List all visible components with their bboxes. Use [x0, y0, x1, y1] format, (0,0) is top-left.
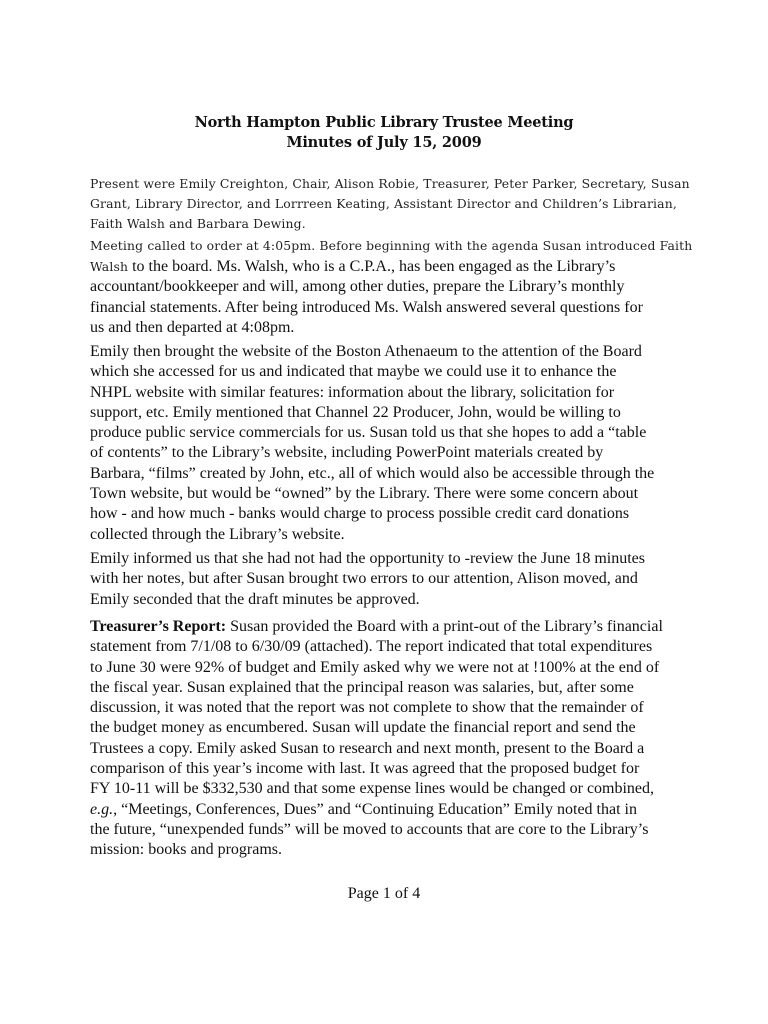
text-line: the fiscal year. Susan explained that the principal reason was salaries, but, after some [90, 678, 634, 696]
text-line: financial statements. After being introduced Ms. Walsh answered several questions for [90, 298, 643, 316]
text-line: the budget money as encumbered. Susan will update the financial report and send the [90, 719, 636, 737]
text-line: how - and how much - banks would charge to process possible credit card donations [90, 505, 630, 523]
section-heading: Treasurer’s Report: [90, 618, 227, 635]
text-line: mission: books and programs. [90, 841, 282, 859]
text-run: e.g. [90, 800, 114, 818]
attendees-paragraph [90, 174, 690, 234]
minutes-approval-paragraph [90, 549, 690, 610]
text-line: us and then departed at 4:08pm. [90, 318, 295, 336]
text-line: Emily then brought the website of the Boston Athenaeum to the attention of the Board [90, 343, 642, 360]
treasurers-report-paragraph [90, 617, 690, 861]
text-line: the future, “unexpended funds” will be moved to accounts that are core to the Library’s [90, 820, 649, 838]
text-run: Susan provided the Board with a print-out of the Library’s financial [226, 618, 663, 635]
text-line [90, 800, 690, 820]
text-line: of contents” to the Library’s website, including PowerPoint materials created by [90, 444, 604, 462]
website-discussion-paragraph [90, 342, 690, 545]
text-line: Grant, Library Director, and Lorrreen Keating, Assistant Director and Children’s Librarian, [90, 196, 677, 211]
text-line: Meeting called to order at 4:05pm. Before beginning with the agenda Susan introduced Faith [90, 238, 693, 253]
text-run: Walsh [90, 259, 129, 274]
text-line: Town website, but would be “owned” by the Library. There were some concern about [90, 485, 639, 503]
text-line: to June 30 were 92% of budget and Emily asked why we were not at !100% at the end of [90, 658, 660, 676]
text-run: to the board. Ms. Walsh, who is a C.P.A., has been engaged as the Library’s [128, 258, 616, 275]
text-line: Emily seconded that the draft minutes be approved. [90, 590, 420, 608]
text-line: Barbara, “films” created by John, etc., all of which would also be accessible through the [90, 464, 655, 482]
call-to-order-paragraph [90, 235, 693, 338]
page-number: Page 1 of 4 [347, 885, 421, 902]
text-line: with her notes, but after Susan brought two errors to our attention, Alison moved, and [90, 570, 638, 588]
text-line [90, 257, 690, 277]
text-line: FY 10-11 will be $332,530 and that some expense lines would be changed or combined, [90, 780, 655, 798]
text-line: accountant/bookkeeper and will, among other duties, prepare the Library’s monthly [90, 278, 625, 296]
document-title: North Hampton Public Library Trustee Meeting [194, 114, 574, 131]
text-line: collected through the Library’s website. [90, 525, 345, 543]
text-line: Faith Walsh and Barbara Dewing. [90, 216, 306, 231]
text-line [90, 617, 690, 637]
text-line: produce public service commercials for us. Susan told us that she hopes to add a “table [90, 424, 647, 442]
text-run: , “Meetings, Conferences, Dues” and “Continuing Education” Emily noted that in [113, 800, 637, 818]
text-line: Trustees a copy. Emily asked Susan to research and next month, present to the Board a [90, 739, 645, 757]
document-subtitle: Minutes of July 15, 2009 [286, 134, 482, 151]
text-line: support, etc. Emily mentioned that Channel 22 Producer, John, would be willing to [90, 403, 621, 421]
text-line: discussion, it was noted that the report was not complete to show that the remainder of [90, 699, 644, 717]
text-line: Emily informed us that she had not had the opportunity to -review the June 18 minutes [90, 550, 646, 567]
text-line: Present were Emily Creighton, Chair, Alison Robie, Treasurer, Peter Parker, Secretary, Susan [90, 176, 690, 191]
text-line: statement from 7/1/08 to 6/30/09 (attached). The report indicated that total expenditures [90, 638, 653, 656]
text-line: comparison of this year’s income with last. It was agreed that the proposed budget for [90, 760, 640, 778]
text-line: which she accessed for us and indicated that maybe we could use it to enhance the [90, 363, 617, 381]
text-line: NHPL website with similar features: information about the library, solicitation for [90, 383, 615, 401]
